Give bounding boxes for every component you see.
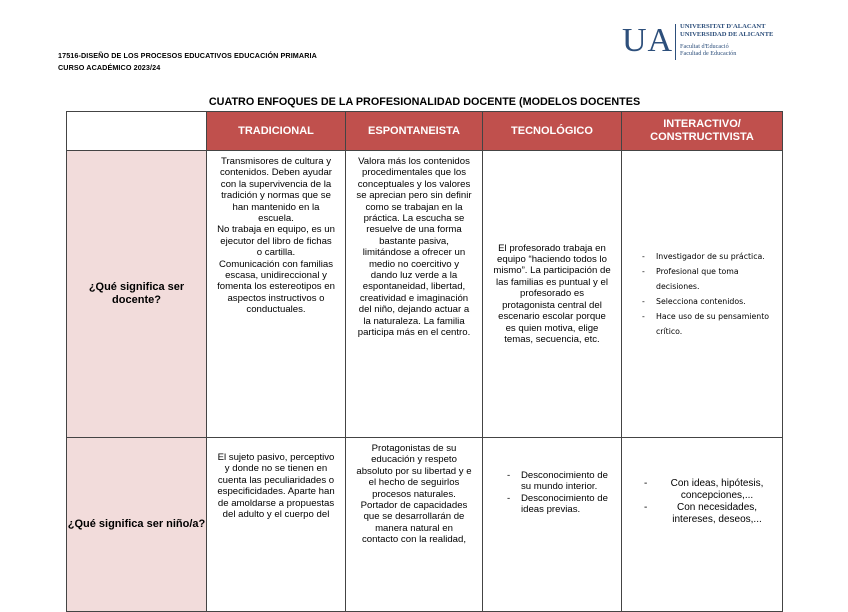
logo-line-4: Facultad de Educación: [680, 50, 737, 57]
column-header-espontaneista: ESPONTANEISTA: [346, 112, 483, 151]
list-item: - Con ideas, hipótesis, concepciones,...: [644, 478, 776, 502]
corner-cell: [67, 112, 207, 151]
cell-nino-tecnologico: [483, 438, 622, 612]
logo-line-2: UNIVERSIDAD DE ALICANTE: [680, 31, 774, 38]
table-row-nino: [67, 438, 783, 612]
cell-nino-interactivo: [622, 438, 783, 612]
column-header-interactivo: INTERACTIVO/ CONSTRUCTIVISTA: [622, 112, 783, 151]
list-item: - Hace uso de su pensamiento crítico.: [642, 309, 774, 339]
teaching-models-table: [66, 87, 783, 612]
cell-nino-tradicional: El sujeto pasivo, perceptivo y donde no se tienen en cuenta las peculiaridades o especificidades. Aparte han de amoldarse a propuestas del adulto y el cuerpo del: [207, 438, 346, 612]
list-item: - Investigador de su práctica.: [642, 249, 774, 264]
list-item: - Desconocimiento de ideas previas.: [507, 493, 611, 516]
column-header-tecnologico: TECNOLÓGICO: [483, 112, 622, 151]
table-title: CUATRO ENFOQUES DE LA PROFESIONALIDAD DOCENTE (MODELOS DOCENTES: [207, 87, 783, 112]
row-header-nino: ¿Qué significa ser niño/a?: [67, 438, 207, 612]
paragraph: No trabaja en equipo, es un ejecutor del libro de fichas o cartilla.: [217, 224, 335, 259]
logo-line-1: UNIVERSITAT D'ALACANT: [680, 23, 766, 30]
academic-year: CURSO ACADÉMICO 2023/24: [58, 63, 161, 72]
course-title: 17516-DISEÑO DE LOS PROCESOS EDUCATIVOS EDUCACIÓN PRIMARIA: [58, 51, 317, 60]
logo-mark: UA: [622, 22, 674, 59]
cell-docente-interactivo: [622, 151, 783, 438]
cell-nino-espontaneista: Protagonistas de su educación y respeto absoluto por su libertad y e el hecho de seguirlos procesos naturales. Portador de capacidades que se desarrollarán de manera natural en contacto con la realidad,: [346, 438, 483, 612]
list-item: - Con necesidades, intereses, deseos,...: [644, 502, 776, 526]
cell-docente-espontaneista: Valora más los contenidos procedimentales que los conceptuales y los valores se aprecian pero sin definir como se trabajan en la práctica. La escucha se resuelve de una forma bastante pasiva, limitándose a ofrecer un medio no coercitivo y dando luz verde a la espontaneidad, libertad, creatividad e imaginación del niño, dejando actuar a la naturaleza. La familia participa más en el centro.: [346, 151, 483, 438]
bullet-list: [507, 470, 611, 516]
paragraph: Comunicación con familias escasa, unidireccional y fomenta los estereotipos en aspectos instructivos o conductuales.: [217, 258, 335, 316]
logo-divider: [675, 24, 676, 60]
column-header-tradicional: TRADICIONAL: [207, 112, 346, 151]
university-logo: [622, 20, 802, 64]
logo-line-3: Facultat d'Educació: [680, 43, 729, 50]
cell-docente-tecnologico: El profesorado trabaja en equipo “haciendo todos lo mismo”. La participación de las familias es puntual y el profesorado es protagonista central del escenario escolar porque es quien motiva, elige temas, secuencia, etc.: [483, 151, 622, 438]
cell-docente-tradicional: [207, 151, 346, 438]
bullet-list: [642, 249, 774, 339]
list-item: - Desconocimiento de su mundo interior.: [507, 470, 611, 493]
list-item: - Selecciona contenidos.: [642, 294, 774, 309]
paragraph: Transmisores de cultura y contenidos. Deben ayudar con la supervivencia de la tradición y normas que se han mantenido en la escuela.: [219, 156, 332, 225]
row-header-docente: ¿Qué significa ser docente?: [67, 151, 207, 438]
bullet-list: [644, 478, 776, 526]
list-item: - Profesional que toma decisiones.: [642, 264, 774, 294]
document-header: [58, 50, 317, 74]
table-row-docente: [67, 151, 783, 438]
